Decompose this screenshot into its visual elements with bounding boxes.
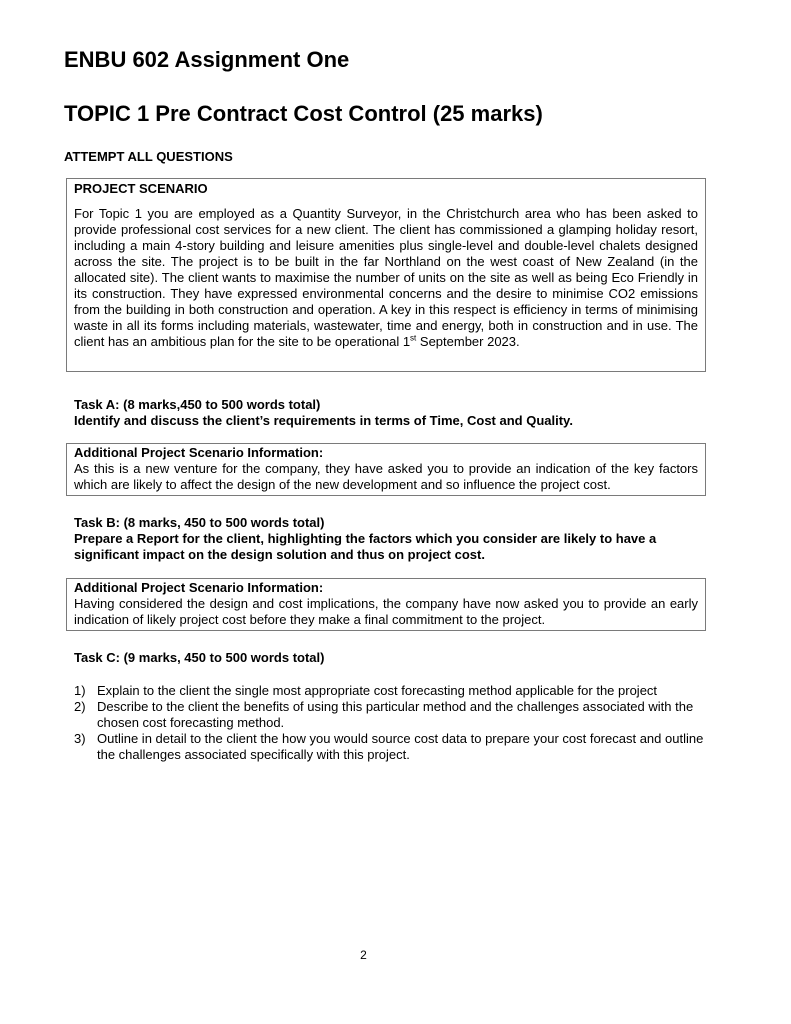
task-a bbox=[74, 397, 704, 429]
list-item bbox=[74, 731, 704, 763]
additional-info-box-1 bbox=[66, 443, 706, 496]
additional-info-text-2: Having considered the design and cost implications, the company have now asked you to provide an early indication of likely project cost before they make a final commitment to the project. bbox=[74, 596, 698, 627]
list-item-number: 3) bbox=[74, 731, 86, 746]
topic-title: TOPIC 1 Pre Contract Cost Control (25 marks) bbox=[64, 101, 543, 126]
list-item-text: Describe to the client the benefits of using this particular method and the challenges associated with the chosen cost forecasting method. bbox=[97, 699, 694, 730]
task-c-title: Task C: (9 marks, 450 to 500 words total) bbox=[74, 650, 325, 665]
attempt-instruction: ATTEMPT ALL QUESTIONS bbox=[64, 149, 233, 164]
task-c-question-list bbox=[74, 683, 704, 763]
task-c bbox=[74, 650, 704, 666]
project-scenario-heading: PROJECT SCENARIO bbox=[74, 181, 208, 196]
additional-info-box-2 bbox=[66, 578, 706, 631]
page-number: 2 bbox=[360, 948, 367, 962]
project-scenario-main: For Topic 1 you are employed as a Quantity Surveyor, in the Christchurch area who has been asked to provide professional cost services for a new client. The client has commissioned a glamping holiday resort, including a main 4-story building and leisure amenities plus single-level and double-level chalets designed across the site. The project is to be built in the far Northland on the west coast of New Zealand (in the allocated site). The client wants to maximise the number of units on the site as well as being Eco Friendly in its construction. They have expressed environmental concerns and the desire to minimise CO2 emissions from the building in both construction and operation. A key in this respect is efficiency in terms of minimising waste in all its forms including materials, wastewater, time and energy, both in construction and in use. The client has an ambitious plan for the site to be operational 1 bbox=[74, 206, 698, 349]
list-item-text: Explain to the client the single most appropriate cost forecasting method applicable for the project bbox=[97, 683, 658, 698]
task-b-text: Prepare a Report for the client, highlighting the factors which you consider are likely to have a significant impact on the design solution and thus on project cost. bbox=[74, 531, 657, 562]
list-item-number: 2) bbox=[74, 699, 86, 714]
project-scenario-box bbox=[66, 178, 706, 372]
additional-info-heading-1: Additional Project Scenario Information: bbox=[74, 445, 324, 460]
task-a-title: Task A: (8 marks,450 to 500 words total) bbox=[74, 397, 321, 412]
additional-info-heading-2: Additional Project Scenario Information: bbox=[74, 580, 324, 595]
project-scenario-end: September 2023. bbox=[416, 334, 520, 349]
task-b-title: Task B: (8 marks, 450 to 500 words total) bbox=[74, 515, 325, 530]
ordinal-suffix: st bbox=[410, 333, 417, 343]
project-scenario-text bbox=[74, 206, 698, 350]
list-item bbox=[74, 683, 704, 699]
task-b bbox=[74, 515, 704, 563]
document-title: ENBU 602 Assignment One bbox=[64, 47, 350, 72]
task-a-text: Identify and discuss the client’s requirements in terms of Time, Cost and Quality. bbox=[74, 413, 573, 428]
additional-info-text-1: As this is a new venture for the company, they have asked you to provide an indication of the key factors which are likely to affect the design of the new development and so influence the project cost. bbox=[74, 461, 698, 492]
list-item-text: Outline in detail to the client the how you would source cost data to prepare your cost forecast and outline the challenges associated specifically with this project. bbox=[97, 731, 704, 762]
list-item-number: 1) bbox=[74, 683, 86, 698]
list-item bbox=[74, 699, 704, 731]
